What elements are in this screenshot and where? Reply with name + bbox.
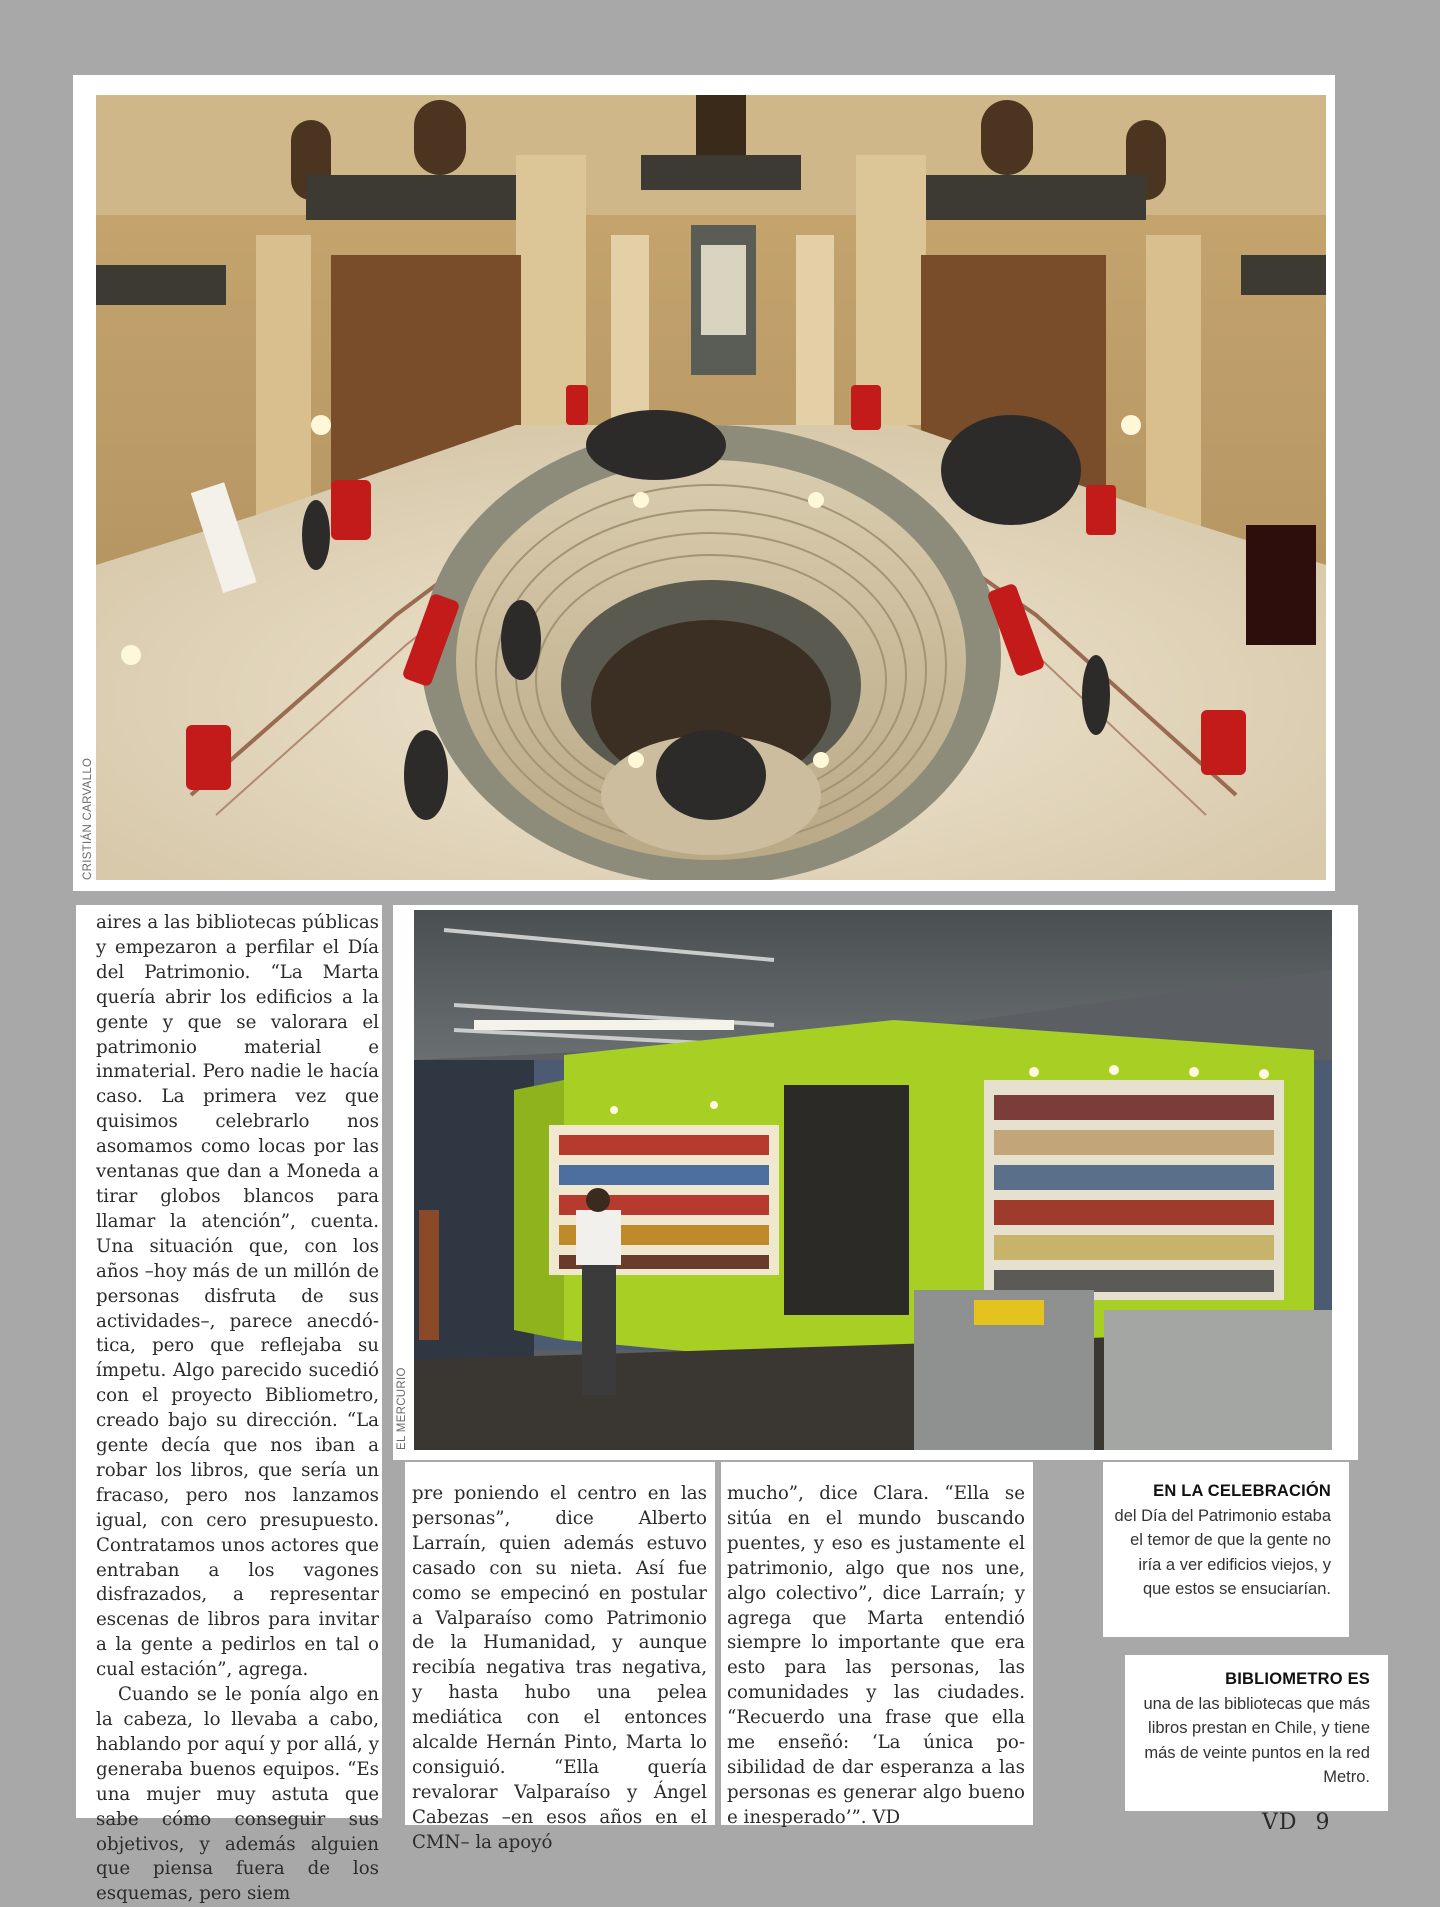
article-column-3 xyxy=(721,1462,1033,1828)
page-folio xyxy=(1262,1810,1330,1835)
magazine-logo: VD xyxy=(1262,1810,1298,1835)
article-column-2 xyxy=(405,1462,715,1853)
photo-caption-middle xyxy=(1125,1655,1388,1811)
article-paragraph: Cuando se le ponía algo en la cabeza, lo llevaba a cabo, hablando por aquí y por allá, y generaba buenos equipos. “Es una mujer muy astuta que sabe cómo conseguir sus objetivos, y además alguien que piensa fuera de los esquemas, pero siem xyxy=(96,1684,379,1905)
article-paragraph: mucho”, dice Clara. “Ella se sitúa en el mundo buscando puentes, y eso es justamente el patrimonio, algo que nos une, algo colectivo”, dice Larraín; y agrega que Marta entendió siempre lo importante que era esto para las personas, las comunidades y las ciudades. “Recuerdo una frase que ella me enseñó: ‘La única posibilidad de dar esperanza a las personas es generar algo bueno e inesperado’”. VD xyxy=(727,1483,1025,1828)
page-number: 9 xyxy=(1315,1810,1330,1835)
caption-heading: BIBLIOMETRO ES xyxy=(1225,1670,1370,1688)
staircase-hall-photo xyxy=(96,95,1326,880)
photo-caption-top xyxy=(1103,1462,1349,1637)
article-column-1 xyxy=(76,905,382,1905)
caption-heading: EN LA CELEBRACIÓN xyxy=(1153,1482,1331,1500)
bibliometro-photo xyxy=(414,910,1332,1450)
caption-body: del Día del Patrimonio estaba el temor de que la gente no iría a ver edificios viejos, y que estos se ensuciarían. xyxy=(1114,1506,1331,1599)
photo-credit-top: CRISTIÁN CARVALLO xyxy=(82,757,94,880)
article-paragraph: pre poniendo el centro en las personas”, dice Alberto Larraín, quien además estuvo casado con su nieta. Así fue como se empecinó en postular a Valparaíso como Patrimonio de la Humanidad, y aunque recibía negativa tras negativa, y hasta hubo una pelea mediática con el entonces alcalde Hernán Pinto, Marta lo consiguió. “Ella quería revalorar Valparaíso y Ángel Cabezas –en esos años en el CMN– la apoyó xyxy=(412,1483,707,1853)
article-paragraph: aires a las bibliotecas públicas y empezaron a perfilar el Día del Patrimonio. “La Marta quería abrir los edificios a la gente y que se valorara el patrimonio material e inmaterial. Pero nadie le hacía caso. La primera vez que quisimos celebrarlo nos asomamos como locas por las ventanas que dan a Moneda a tirar globos blancos para llamar la atención”, cuenta. Una situación que, con los años –hoy más de un millón de personas disfruta de sus actividades–, parece anecdótica, pero que reflejaba su ímpetu. Algo parecido sucedió con el proyecto Bibliometro, creado bajo su dirección. “La gente decía que nos iban a robar los libros, que sería un fracaso, pero nos lanzamos igual, con cero presupuesto. Contratamos unos actores que entraban a los vagones disfrazados, a representar escenas de libros para invitar a la gente a pedirlos en tal o cual estación”, agrega. xyxy=(96,912,379,1681)
photo-credit-middle: EL MERCURIO xyxy=(396,1367,408,1450)
caption-body: una de las bibliotecas que más libros prestan en Chile, y tiene más de veinte puntos en la red Metro. xyxy=(1143,1694,1370,1787)
